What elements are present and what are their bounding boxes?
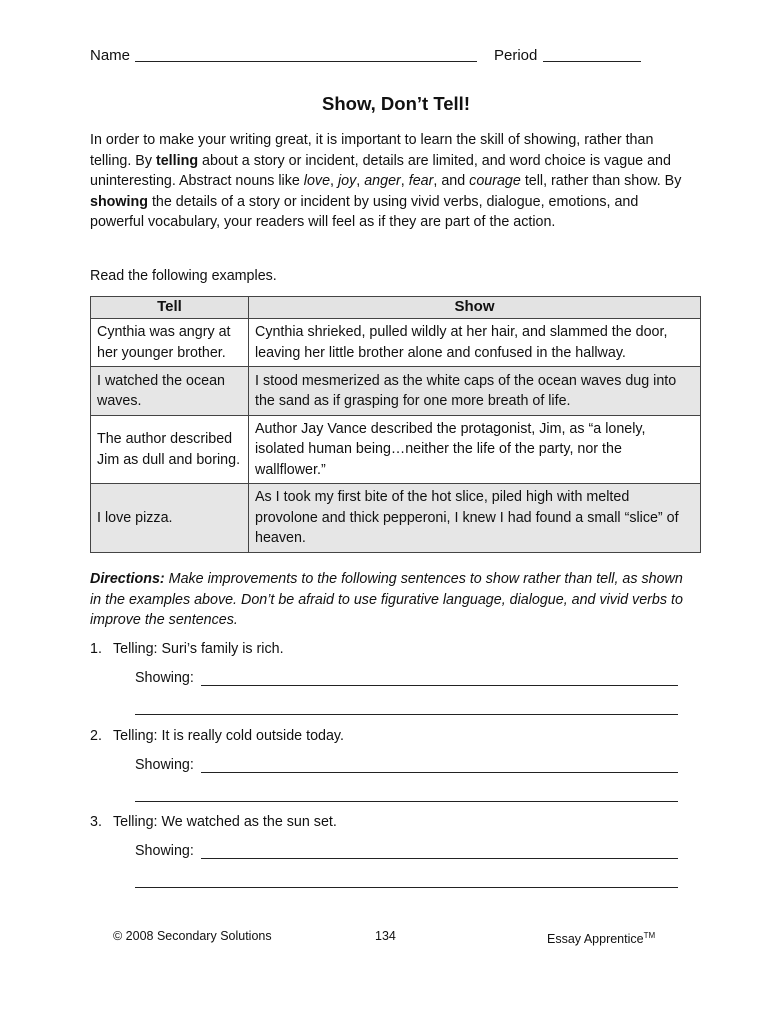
period-label: Period	[494, 47, 538, 64]
show-cell: I stood mesmerized as the white caps of the ocean waves dug into the sand as if grasping for one more breath of life.	[249, 367, 701, 416]
table-row	[91, 367, 701, 416]
directions-text: Make improvements to the following sentences to show rather than tell, as shown in the examples above. Don’t be afraid to use figurative language, dialogue, and vivid verbs to improve the sentences.	[90, 571, 683, 629]
intro-text: In order to make your writing great, it is important to learn the skill of showing, rather than telling. By	[90, 132, 654, 169]
footer-page-number: 134	[375, 929, 396, 943]
footer-copyright: © 2008 Secondary Solutions	[113, 929, 272, 943]
answer-line[interactable]	[201, 858, 678, 859]
intro-telling-term: telling	[155, 152, 199, 169]
directions-label: Directions:	[90, 571, 165, 587]
intro-text: the details of a story or incident by using vivid verbs, dialogue, emotions, and powerful vocabulary, your readers will feel as if they are part of the action.	[90, 193, 639, 231]
item-number: 2.	[90, 728, 102, 744]
tell-cell: I watched the ocean waves.	[91, 367, 249, 416]
table-header-row	[91, 297, 701, 319]
intro-noun-courage: courage	[469, 173, 521, 190]
item-showing-label: Showing:	[135, 757, 194, 773]
name-period-header	[90, 46, 702, 68]
answer-line[interactable]	[201, 685, 678, 686]
intro-paragraph	[90, 130, 690, 233]
intro-noun-joy: joy	[337, 173, 357, 190]
intro-noun-anger: anger	[364, 173, 401, 190]
examples-table	[90, 296, 701, 553]
exercise-item-1	[90, 639, 702, 721]
item-telling: Telling: We watched as the sun set.	[113, 814, 337, 830]
tell-cell: I love pizza.	[91, 484, 249, 553]
exercise-item-3	[90, 812, 702, 894]
page-footer	[90, 926, 702, 946]
trademark-mark: TM	[643, 931, 656, 940]
period-field-line[interactable]	[543, 61, 641, 62]
item-telling: Telling: Suri’s family is rich.	[113, 641, 284, 657]
intro-showing-term: showing	[90, 193, 148, 210]
answer-line[interactable]	[135, 801, 678, 802]
answer-line[interactable]	[135, 714, 678, 715]
item-showing-label: Showing:	[135, 843, 194, 859]
tell-cell: The author described Jim as dull and boring.	[91, 416, 249, 484]
intro-separator: ,	[356, 173, 365, 190]
exercise-item-2	[90, 726, 702, 808]
show-cell: Cynthia shrieked, pulled wildly at her hair, and slammed the door, leaving her little brother alone and confused in the hallway.	[249, 319, 701, 367]
table-row	[91, 416, 701, 484]
directions-paragraph	[90, 569, 690, 631]
table-row	[91, 319, 701, 367]
item-telling: Telling: It is really cold outside today.	[113, 728, 344, 744]
intro-noun-love: love	[303, 173, 331, 190]
intro-noun-fear: fear	[408, 173, 434, 190]
examples-lead-in: Read the following examples.	[90, 268, 277, 284]
column-header-tell: Tell	[91, 297, 249, 319]
intro-text: tell, rather than show. By	[520, 173, 682, 190]
item-number: 3.	[90, 814, 102, 830]
intro-text: about a story or incident, details are limited, and word choice is vague and uninteresting. Abstract nouns like	[90, 152, 671, 190]
name-field-line[interactable]	[135, 61, 477, 62]
intro-separator: ,	[400, 173, 409, 190]
name-label: Name	[90, 47, 131, 64]
intro-separator: , and	[433, 173, 470, 190]
show-cell: As I took my first bite of the hot slice, piled high with melted provolone and thick pepperoni, I knew I had found a small “slice” of heaven.	[249, 484, 701, 553]
intro-separator: ,	[330, 173, 338, 190]
table-row	[91, 484, 701, 553]
show-cell: Author Jay Vance described the protagonist, Jim, as “a lonely, isolated human being…neither the life of the party, nor the wallflower.”	[249, 416, 701, 484]
tell-cell: Cynthia was angry at her younger brother.	[91, 319, 249, 367]
page-title: Show, Don’t Tell!	[322, 93, 470, 114]
item-number: 1.	[90, 641, 102, 657]
answer-line[interactable]	[201, 772, 678, 773]
footer-product	[547, 926, 655, 950]
column-header-show: Show	[249, 297, 701, 319]
worksheet-page	[90, 0, 702, 1024]
item-showing-label: Showing:	[135, 670, 194, 686]
footer-product-name: Essay Apprentice	[547, 932, 644, 947]
answer-line[interactable]	[135, 887, 678, 888]
